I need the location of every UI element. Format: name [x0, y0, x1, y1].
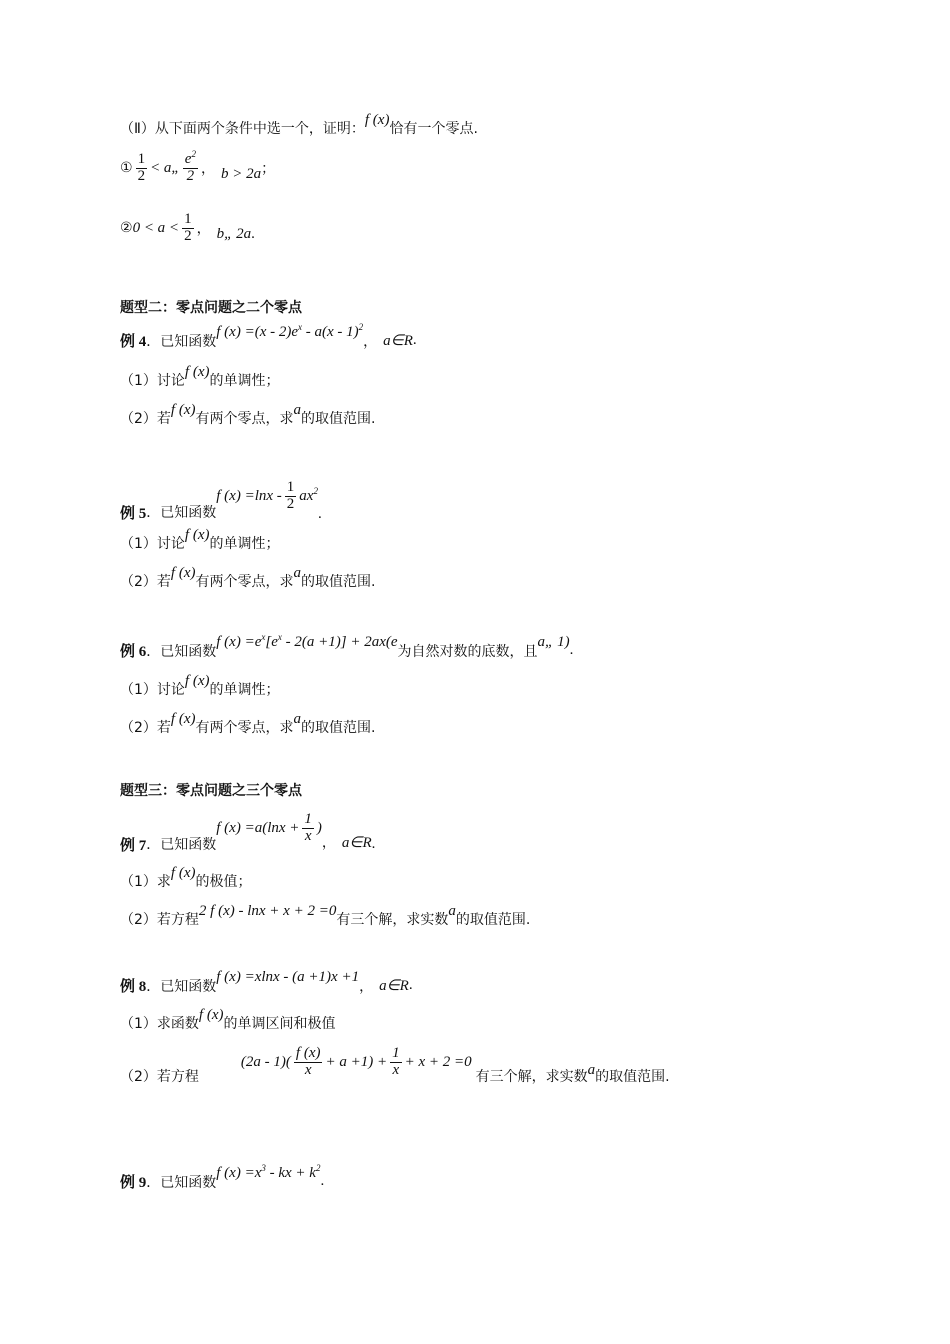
cond1-b: b > 2a — [220, 165, 262, 182]
example-9 — [120, 1163, 325, 1192]
fraction-numerator — [183, 149, 198, 169]
example-8 — [120, 969, 413, 996]
fraction-denominator: 2 — [184, 227, 192, 244]
fx-symbol: f (x) — [170, 401, 196, 418]
fx-symbol: f (x) — [170, 710, 196, 727]
fraction-half — [285, 480, 297, 513]
question-prefix: （2）若 — [120, 574, 171, 590]
fraction-denominator: x — [304, 827, 312, 844]
fraction-denominator: 2 — [137, 167, 146, 184]
section-heading-type2: 题型二：零点问题之二个零点 — [120, 300, 302, 316]
cond2-lead: 0 < a < — [132, 219, 180, 236]
fraction-one-over-x — [390, 1046, 402, 1079]
ex5-formula: f (x) =lnx - — [216, 487, 282, 504]
example-label: 例 7 — [120, 837, 147, 854]
ex7-formula: f (x) =a(lnx + — [216, 819, 300, 836]
ex5-formula-tail: $ax^2$ — [299, 485, 318, 504]
a-symbol: a — [448, 902, 456, 919]
example-label: 例 9 — [120, 1175, 147, 1191]
circle-2: ② — [120, 220, 133, 237]
question-suffix: 的取值范围. — [301, 720, 376, 736]
fx-symbol: f (x) — [184, 363, 210, 380]
ex4-cond: a∈R — [383, 333, 413, 349]
question-prefix: （2）若方程 — [120, 1069, 199, 1086]
question-suffix: 的单调性； — [209, 373, 280, 389]
fraction-numerator: 1 — [184, 211, 192, 227]
ex8-eq-tail: + x + 2 =0 — [404, 1053, 472, 1070]
example-6 — [120, 632, 574, 661]
question-prefix: （1）求 — [120, 874, 171, 890]
fx-symbol: f (x) — [184, 526, 210, 543]
known-function: ．已知函数 — [146, 837, 217, 854]
known-function: ．已知函数 — [146, 1174, 217, 1191]
example-7-q2 — [120, 902, 531, 929]
comma: ， — [363, 333, 378, 350]
fx-symbol: f (x) — [170, 864, 196, 881]
period: . — [371, 835, 376, 852]
ex7-equation: 2 f (x) - lnx + x + 2 =0 — [198, 902, 337, 919]
period: . — [317, 505, 322, 522]
example-label: 例 4 — [120, 334, 147, 350]
period: . — [408, 977, 413, 993]
fraction-half — [182, 212, 194, 245]
fraction-numerator: 1 — [392, 1045, 400, 1061]
cond1-ineq: < a„ — [150, 159, 180, 176]
example-label: 例 6 — [120, 644, 147, 660]
example-7 — [120, 811, 376, 854]
fraction-numerator: 1 — [137, 151, 146, 167]
example-5-q1 — [120, 526, 280, 553]
example-label: 例 8 — [120, 979, 147, 995]
ex4-formula: f $(x) =(x - 2)e^x - a(x - 1)^2$ — [216, 322, 364, 340]
fx-symbol: f (x) — [170, 564, 196, 581]
part2-prefix: （Ⅱ）从下面两个条件中选一个，证明： — [120, 121, 365, 137]
ex6-formula: f $(x) =e^x[e^x - 2(a +1)] + 2ax(e$ — [216, 632, 398, 650]
ex8-cond: a∈R — [379, 978, 409, 994]
a-symbol: a — [293, 401, 301, 418]
condition-1 — [120, 149, 276, 185]
fraction-numerator: 1 — [286, 479, 295, 495]
question-suffix: 的单调性； — [209, 536, 280, 552]
question-prefix: （1）讨论 — [120, 373, 185, 389]
question-suffix: 的取值范围. — [455, 912, 531, 928]
example-8-q2 — [120, 1045, 670, 1086]
fx-symbol: f (x) — [184, 672, 210, 689]
comma: ， — [321, 835, 336, 852]
question-mid: 有三个解，求实数 — [336, 912, 449, 928]
question-prefix: （2）若 — [120, 720, 171, 736]
fraction-denominator: x — [392, 1061, 400, 1078]
fraction-half — [136, 152, 148, 185]
question-mid: 有两个零点，求 — [195, 720, 294, 736]
question-suffix: 的取值范围. — [301, 411, 376, 427]
fraction-denominator: 2 — [286, 495, 295, 512]
question-mid: 有三个解，求实数 — [475, 1069, 588, 1086]
fraction-denominator: 2 — [186, 167, 195, 184]
ex6-cond: a„ 1) — [537, 634, 570, 650]
a-symbol: a — [293, 710, 301, 727]
question-prefix: （1）讨论 — [120, 536, 185, 552]
fraction-numerator: 1 — [304, 811, 312, 827]
example-4-q2 — [120, 401, 376, 428]
ex7-cond: a∈R — [341, 834, 372, 851]
question-suffix: 的单调性； — [209, 682, 280, 698]
example-label: 例 5 — [120, 505, 147, 522]
known-function: ．已知函数 — [146, 333, 217, 350]
question-mid: 有两个零点，求 — [195, 411, 294, 427]
period: . — [412, 332, 417, 348]
comma: ， — [196, 221, 211, 238]
question-prefix: （2）若 — [120, 411, 171, 427]
known-function: ．已知函数 — [146, 978, 217, 995]
fraction-one-over-x — [302, 812, 314, 845]
exponent: 2 — [191, 149, 196, 159]
question-suffix: 的取值范围. — [595, 1069, 670, 1086]
example-5 — [120, 479, 322, 522]
ex9-formula: f $(x) =x^3$ - kx + $k^2$ — [216, 1163, 321, 1181]
fraction-fx-over-x — [294, 1046, 323, 1079]
question-prefix: （1）求函数 — [120, 1016, 199, 1032]
cond2-b: b„ 2a — [216, 225, 252, 242]
part2-suffix: 恰有一个零点. — [389, 121, 478, 137]
known-function: ．已知函数 — [146, 505, 217, 522]
part2-line — [120, 111, 478, 138]
condition-2 — [120, 212, 255, 245]
ex6-mid: 为自然对数的底数，且 — [397, 643, 538, 660]
ex8-eq-lead: (2a - 1)( — [240, 1053, 291, 1070]
example-6-q2 — [120, 710, 376, 737]
a-symbol: a — [587, 1061, 596, 1078]
close-paren: ) — [316, 819, 322, 836]
question-suffix: 的单调区间和极值 — [223, 1016, 336, 1032]
ex8-eq-mid: + a +1) + — [325, 1053, 388, 1070]
section-heading-type3: 题型三：零点问题之三个零点 — [120, 783, 302, 799]
fraction-denominator: x — [304, 1061, 312, 1078]
question-mid: 有两个零点，求 — [195, 574, 294, 590]
fraction-numerator: f (x) — [295, 1045, 321, 1061]
example-8-q1 — [120, 1006, 336, 1033]
a-symbol: a — [293, 564, 301, 581]
ex8-formula: f (x) =xlnx - (a +1)x +1 — [216, 969, 360, 985]
semicolon: ； — [261, 161, 276, 178]
example-4 — [120, 322, 417, 351]
question-suffix: 的极值； — [195, 874, 252, 890]
fx-symbol: f (x) — [198, 1006, 224, 1023]
fraction-e2-half — [183, 149, 198, 185]
question-prefix: （2）若方程 — [120, 912, 199, 928]
comma: ， — [200, 161, 215, 178]
example-4-q1 — [120, 363, 280, 390]
period: . — [320, 1173, 325, 1189]
period: . — [569, 642, 574, 658]
e-symbol: e — [184, 151, 192, 167]
known-function: ．已知函数 — [146, 643, 217, 660]
period: . — [251, 225, 255, 242]
example-7-q1 — [120, 864, 252, 891]
circle-1: ① — [120, 160, 133, 177]
example-5-q2 — [120, 564, 376, 591]
question-suffix: 的取值范围. — [301, 574, 376, 590]
question-prefix: （1）讨论 — [120, 682, 185, 698]
part2-fx: f (x) — [364, 111, 390, 128]
comma: ， — [359, 978, 374, 995]
example-6-q1 — [120, 672, 280, 699]
